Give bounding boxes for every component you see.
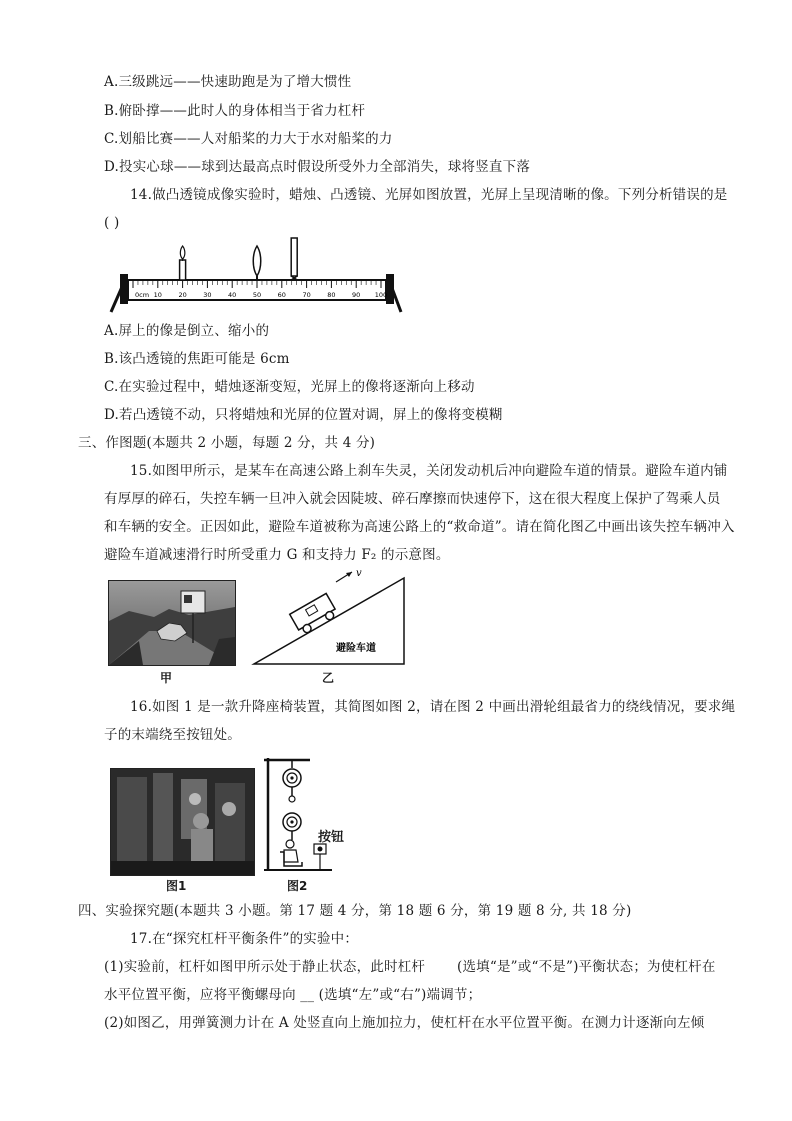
figure-1-caption: 图1 xyxy=(166,879,187,893)
velocity-label: v xyxy=(356,568,362,579)
q17-part1-line-2: 水平位置平衡，应将平衡螺母向 __ (选填“左”或“右”)端调节； xyxy=(104,987,482,1003)
ruler-tick-label: 40 xyxy=(228,291,237,299)
escape-ramp-photo xyxy=(108,580,236,666)
ruler-tick-label: 90 xyxy=(352,291,361,299)
q17-part2-line-1: (2)如图乙，用弹簧测力计在 A 处竖直向上施加拉力，使杠杆在水平位置平衡。在测力计逐渐向左倾 xyxy=(104,1015,705,1031)
q13-option-d: D.投实心球——球到达最高点时假设所受外力全部消失，球将竖直下落 xyxy=(104,159,531,175)
ruler-tick-label: 10 xyxy=(153,291,162,299)
ruler-tick-label: 60 xyxy=(277,291,286,299)
lift-chair-photo xyxy=(110,768,255,876)
q13-option-a: A.三级跳远——快速助跑是为了增大惯性 xyxy=(104,74,352,90)
q17-stem: 17.在“探究杠杆平衡条件”的实验中： xyxy=(130,931,359,947)
q13-option-c: C.划船比赛——人对船桨的力大于水对船桨的力 xyxy=(104,131,393,147)
q16-line-1: 16.如图 1 是一款升降座椅装置，其简图如图 2，请在图 2 中画出滑轮组最省力的绕线情况，要求绳 xyxy=(130,699,736,715)
q14-stem: 14.做凸透镜成像实验时，蜡烛、凸透镜、光屏如图放置，光屏上呈现清晰的像。下列分析错误的是 xyxy=(130,187,728,203)
figure-yi-caption: 乙 xyxy=(322,671,335,685)
figure-2-caption: 图2 xyxy=(287,879,308,893)
movable-pulley xyxy=(283,813,301,831)
q14-option-a: A.屏上的像是倒立、缩小的 xyxy=(104,323,270,339)
light-screen xyxy=(291,238,297,280)
bench-left-end xyxy=(120,274,128,304)
button-label: 按钮 xyxy=(318,830,345,845)
ramp-label: 避险车道 xyxy=(336,643,376,654)
q14-option-b: B.该凸透镜的焦距可能是 6cm xyxy=(104,351,290,367)
q14-answer-bracket: ( ) xyxy=(104,215,120,231)
ruler-tick-label: 70 xyxy=(302,291,311,299)
pulley-system-diagram xyxy=(262,756,352,876)
figure-jia-caption: 甲 xyxy=(160,671,173,685)
q15-line-4: 避险车道减速滑行时所受重力 G 和支持力 F₂ 的示意图。 xyxy=(104,547,450,563)
section-4-title: 四、实验探究题(本题共 3 小题。第 17 题 4 分，第 18 题 6 分，第 19 题 8 分, 共 18 分) xyxy=(78,903,632,919)
section-3-title: 三、作图题(本题共 2 小题，每题 2 分，共 4 分) xyxy=(78,435,376,451)
q14-option-d: D.若凸透镜不动，只将蜡烛和光屏的位置对调，屏上的像将变模糊 xyxy=(104,407,503,423)
optical-bench-figure xyxy=(105,236,405,316)
q15-line-1: 15.如图甲所示，是某车在高速公路上刹车失灵，关闭发动机后冲向避险车道的情景。避险车道内铺 xyxy=(130,463,728,479)
ruler-tick-label: 30 xyxy=(203,291,212,299)
button-control-box xyxy=(314,844,326,870)
seated-person xyxy=(280,840,302,866)
ruler-tick-label: 100 xyxy=(374,291,388,299)
convex-lens xyxy=(253,246,261,280)
q13-option-b: B.俯卧撑——此时人的身体相当于省力杠杆 xyxy=(104,103,366,119)
ruler-tick-label: 50 xyxy=(252,291,262,299)
q15-line-3: 和车辆的安全。正因如此，避险车道被称为高速公路上的“救命道”。请在简化图乙中画出该失控车辆冲入 xyxy=(104,519,735,535)
ruler-tick-label: 0cm xyxy=(135,291,150,299)
q16-line-2: 子的末端绕至按钮处。 xyxy=(104,727,241,743)
ruler-tick-label: 80 xyxy=(327,291,336,299)
q17-part1-line-1: (1)实验前，杠杆如图甲所示处于静止状态，此时杠杆 (选填“是”或“不是”)平衡状态；为使杠杆在 xyxy=(104,959,716,975)
q14-option-c: C.在实验过程中，蜡烛逐渐变短，光屏上的像将逐渐向上移动 xyxy=(104,379,475,395)
ruler-tick-label: 20 xyxy=(178,291,187,299)
q15-line-2: 有厚厚的碎石，失控车辆一旦冲入就会因陡坡、碎石摩擦而快速停下，这在很大程度上保护了驾乘人员 xyxy=(104,491,721,507)
escape-ramp-diagram xyxy=(250,568,410,668)
bench-right-end xyxy=(386,274,394,304)
ramp-triangle xyxy=(254,578,404,664)
fixed-pulley xyxy=(283,769,301,787)
candle xyxy=(180,246,186,280)
